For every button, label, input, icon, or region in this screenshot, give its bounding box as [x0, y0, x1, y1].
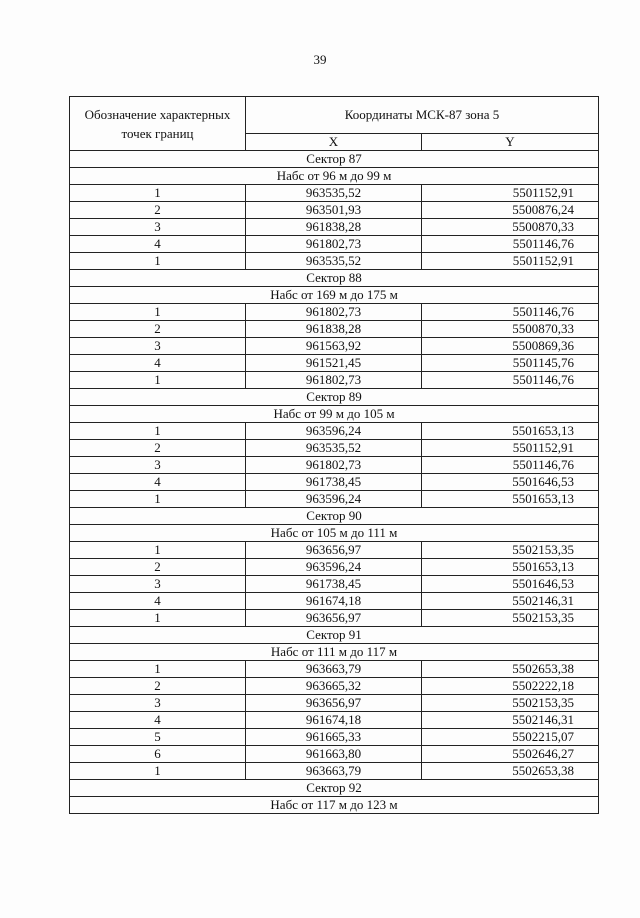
table-row: [70, 338, 599, 355]
point-number: 2: [70, 202, 246, 219]
y-coordinate: 5500870,33: [422, 321, 599, 338]
y-coordinate: 5501152,91: [422, 185, 599, 202]
x-coordinate: 963501,93: [246, 202, 422, 219]
table-row: [70, 219, 599, 236]
sector-title: Сектор 91: [70, 627, 599, 644]
sector-title: Сектор 89: [70, 389, 599, 406]
y-coordinate: 5502153,35: [422, 695, 599, 712]
x-coordinate: 963535,52: [246, 440, 422, 457]
height-range-row: [70, 644, 599, 661]
point-number: 1: [70, 661, 246, 678]
table-row: [70, 542, 599, 559]
x-coordinate: 961738,45: [246, 576, 422, 593]
x-coordinate: 963596,24: [246, 423, 422, 440]
point-number: 1: [70, 304, 246, 321]
point-number: 4: [70, 236, 246, 253]
y-coordinate: 5502153,35: [422, 542, 599, 559]
table-row: [70, 372, 599, 389]
sector-row: [70, 151, 599, 168]
table-row: [70, 559, 599, 576]
x-coordinate: 961802,73: [246, 236, 422, 253]
point-number: 1: [70, 610, 246, 627]
point-number: 4: [70, 712, 246, 729]
table-row: [70, 355, 599, 372]
x-coordinate: 961802,73: [246, 372, 422, 389]
y-coordinate: 5500870,33: [422, 219, 599, 236]
point-number: 2: [70, 678, 246, 695]
point-number: 1: [70, 542, 246, 559]
height-range-row: [70, 406, 599, 423]
sector-title: Сектор 88: [70, 270, 599, 287]
y-coordinate: 5502653,38: [422, 661, 599, 678]
table-row: [70, 440, 599, 457]
sector-title: Сектор 90: [70, 508, 599, 525]
height-range: Набс от 99 м до 105 м: [70, 406, 599, 423]
table-row: [70, 236, 599, 253]
x-coordinate: 961738,45: [246, 474, 422, 491]
height-range-row: [70, 797, 599, 814]
x-column-header: X: [246, 134, 422, 151]
y-coordinate: 5501646,53: [422, 474, 599, 491]
x-coordinate: 963665,32: [246, 678, 422, 695]
point-number: 1: [70, 491, 246, 508]
point-designation-header: Обозначение характерных точек границ: [70, 97, 246, 151]
table-row: [70, 491, 599, 508]
x-coordinate: 961838,28: [246, 219, 422, 236]
sector-row: [70, 627, 599, 644]
y-coordinate: 5500869,36: [422, 338, 599, 355]
sector-row: [70, 780, 599, 797]
y-coordinate: 5501653,13: [422, 423, 599, 440]
x-coordinate: 961674,18: [246, 593, 422, 610]
height-range: Набс от 96 м до 99 м: [70, 168, 599, 185]
height-range-row: [70, 525, 599, 542]
y-coordinate: 5502146,31: [422, 593, 599, 610]
table-row: [70, 253, 599, 270]
table-row: [70, 321, 599, 338]
table-row: [70, 729, 599, 746]
y-coordinate: 5502146,31: [422, 712, 599, 729]
y-coordinate: 5501146,76: [422, 457, 599, 474]
x-coordinate: 963535,52: [246, 253, 422, 270]
table-row: [70, 423, 599, 440]
table-row: [70, 712, 599, 729]
x-coordinate: 963535,52: [246, 185, 422, 202]
point-number: 3: [70, 219, 246, 236]
height-range: Набс от 105 м до 111 м: [70, 525, 599, 542]
height-range: Набс от 169 м до 175 м: [70, 287, 599, 304]
x-coordinate: 961563,92: [246, 338, 422, 355]
point-number: 5: [70, 729, 246, 746]
x-coordinate: 963596,24: [246, 491, 422, 508]
y-coordinate: 5502646,27: [422, 746, 599, 763]
x-coordinate: 961663,80: [246, 746, 422, 763]
y-column-header: Y: [422, 134, 599, 151]
table-body: [70, 151, 599, 814]
y-coordinate: 5500876,24: [422, 202, 599, 219]
page-number: 39: [313, 52, 327, 67]
x-coordinate: 963656,97: [246, 610, 422, 627]
table-row: [70, 678, 599, 695]
table-row: [70, 576, 599, 593]
point-number: 3: [70, 695, 246, 712]
x-coordinate: 961838,28: [246, 321, 422, 338]
y-coordinate: 5501152,91: [422, 253, 599, 270]
table-row: [70, 593, 599, 610]
point-number: 3: [70, 338, 246, 355]
x-coordinate: 963656,97: [246, 695, 422, 712]
x-coordinate: 961665,33: [246, 729, 422, 746]
table-row: [70, 457, 599, 474]
point-number: 1: [70, 253, 246, 270]
point-number: 1: [70, 763, 246, 780]
point-number: 2: [70, 440, 246, 457]
y-coordinate: 5501145,76: [422, 355, 599, 372]
table-row: [70, 202, 599, 219]
table-row: [70, 746, 599, 763]
table-row: [70, 661, 599, 678]
y-coordinate: 5502653,38: [422, 763, 599, 780]
sector-row: [70, 270, 599, 287]
y-coordinate: 5502215,07: [422, 729, 599, 746]
coordinates-header: Координаты МСК-87 зона 5: [246, 97, 599, 134]
x-coordinate: 963596,24: [246, 559, 422, 576]
point-number: 4: [70, 593, 246, 610]
height-range-row: [70, 168, 599, 185]
x-coordinate: 963656,97: [246, 542, 422, 559]
table-row: [70, 185, 599, 202]
y-coordinate: 5502222,18: [422, 678, 599, 695]
point-number: 1: [70, 185, 246, 202]
y-coordinate: 5501146,76: [422, 372, 599, 389]
table-row: [70, 695, 599, 712]
point-number: 6: [70, 746, 246, 763]
y-coordinate: 5501146,76: [422, 304, 599, 321]
point-number: 3: [70, 457, 246, 474]
y-coordinate: 5501646,53: [422, 576, 599, 593]
y-coordinate: 5501152,91: [422, 440, 599, 457]
height-range-row: [70, 287, 599, 304]
point-number: 1: [70, 423, 246, 440]
coordinates-table: [69, 96, 599, 814]
x-coordinate: 963663,79: [246, 763, 422, 780]
x-coordinate: 961802,73: [246, 304, 422, 321]
sector-row: [70, 508, 599, 525]
sector-title: Сектор 87: [70, 151, 599, 168]
y-coordinate: 5502153,35: [422, 610, 599, 627]
x-coordinate: 961521,45: [246, 355, 422, 372]
y-coordinate: 5501653,13: [422, 491, 599, 508]
height-range: Набс от 117 м до 123 м: [70, 797, 599, 814]
point-number: 3: [70, 576, 246, 593]
x-coordinate: 961674,18: [246, 712, 422, 729]
table-header: [70, 97, 599, 151]
x-coordinate: 961802,73: [246, 457, 422, 474]
height-range: Набс от 111 м до 117 м: [70, 644, 599, 661]
table-row: [70, 763, 599, 780]
y-coordinate: 5501653,13: [422, 559, 599, 576]
table-row: [70, 610, 599, 627]
y-coordinate: 5501146,76: [422, 236, 599, 253]
x-coordinate: 963663,79: [246, 661, 422, 678]
table-row: [70, 474, 599, 491]
point-number: 4: [70, 355, 246, 372]
point-number: 2: [70, 321, 246, 338]
sector-row: [70, 389, 599, 406]
point-number: 4: [70, 474, 246, 491]
point-number: 2: [70, 559, 246, 576]
sector-title: Сектор 92: [70, 780, 599, 797]
point-number: 1: [70, 372, 246, 389]
table-row: [70, 304, 599, 321]
